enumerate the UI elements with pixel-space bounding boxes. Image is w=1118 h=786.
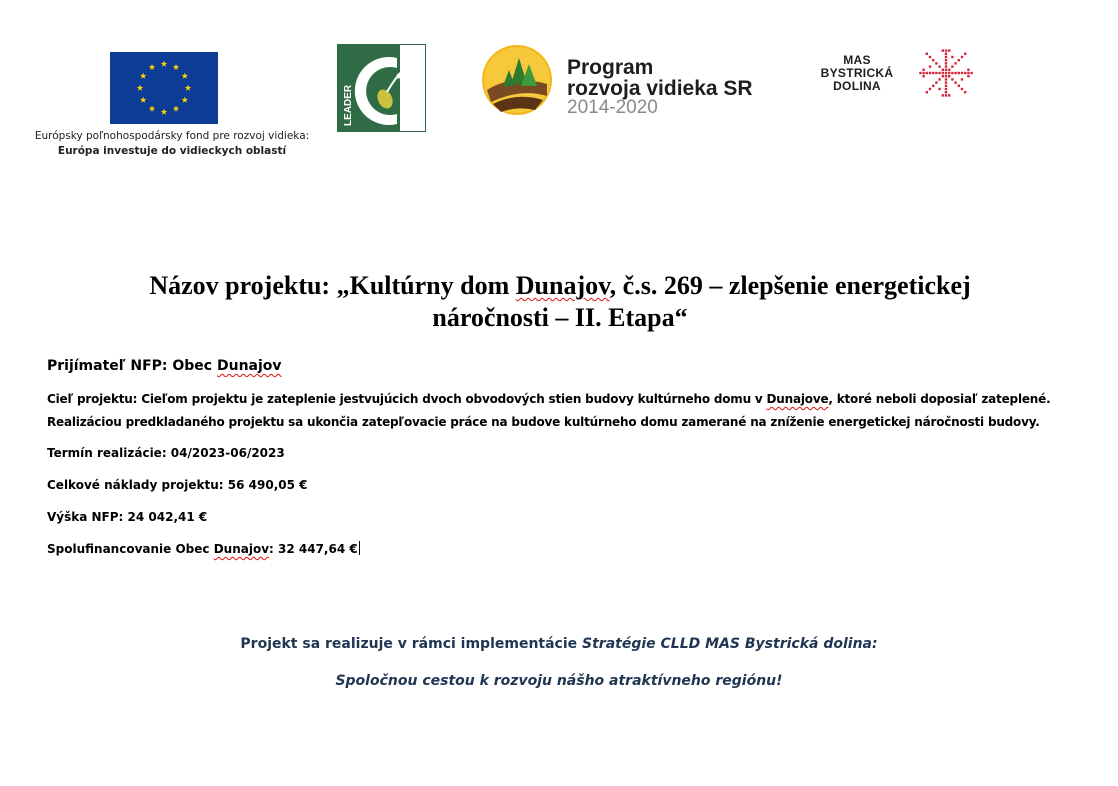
eu-caption-line1: Európsky poľnohospodársky fond pre rozvoj vidieka: — [34, 130, 310, 142]
text-cursor — [359, 541, 360, 555]
leader-logo-icon — [337, 44, 426, 132]
title-place-name: Dunajov — [515, 271, 610, 300]
total-costs: Celkové náklady projektu: 56 490,05 € — [47, 478, 308, 492]
realization-term: Termín realizácie: 04/2023-06/2023 — [47, 446, 285, 460]
footer-slogan: Spoločnou cestou k rozvoju nášho atraktívneho regiónu! — [335, 673, 783, 689]
prv-logo-years: 2014-2020 — [567, 97, 658, 118]
project-goal-line1: Cieľ projektu: Cieľom projektu je zateplenie jestvujúcich dvoch obvodových stien budovy kultúrneho domu v Dunajove, ktoré neboli doposiaľ zateplené. — [47, 392, 1051, 406]
mas-logo-line1: MAS — [843, 53, 871, 67]
eu-flag-icon — [110, 52, 218, 124]
prv-logo-line2: rozvoja vidieka SR — [567, 77, 753, 100]
leader-logo-text: LEADER — [343, 84, 354, 126]
recipient-line: Prijímateľ NFP: Obec Dunajov — [47, 358, 282, 374]
mas-logo-line3: DOLINA — [833, 79, 881, 93]
project-goal-line2: Realizáciou predkladaného projektu sa ukončia zatepľovacie práce na budove kultúrneho domu zamerané na zníženie energetickej náročnosti budovy. — [47, 415, 1040, 429]
cofinancing-line[interactable]: Spolufinancovanie Obec Dunajov: 32 447,64 € — [47, 542, 358, 556]
prv-logo-icon — [481, 44, 553, 116]
snowflake-ornament-icon — [905, 43, 987, 103]
project-title: Názov projektu: „Kultúrny dom Dunajov, č.s. 269 – zlepšenie energetickej náročnosti – II. Etapa“ — [149, 271, 971, 332]
mas-logo-line2: BYSTRICKÁ — [820, 66, 894, 80]
nfp-amount: Výška NFP: 24 042,41 € — [47, 510, 208, 524]
prv-logo-line1: Program — [567, 56, 654, 79]
footer-line1: Projekt sa realizuje v rámci implementácie Stratégie CLLD MAS Bystrická dolina: — [240, 636, 878, 652]
eu-caption-line2: Európa investuje do vidieckych oblastí — [57, 145, 287, 157]
